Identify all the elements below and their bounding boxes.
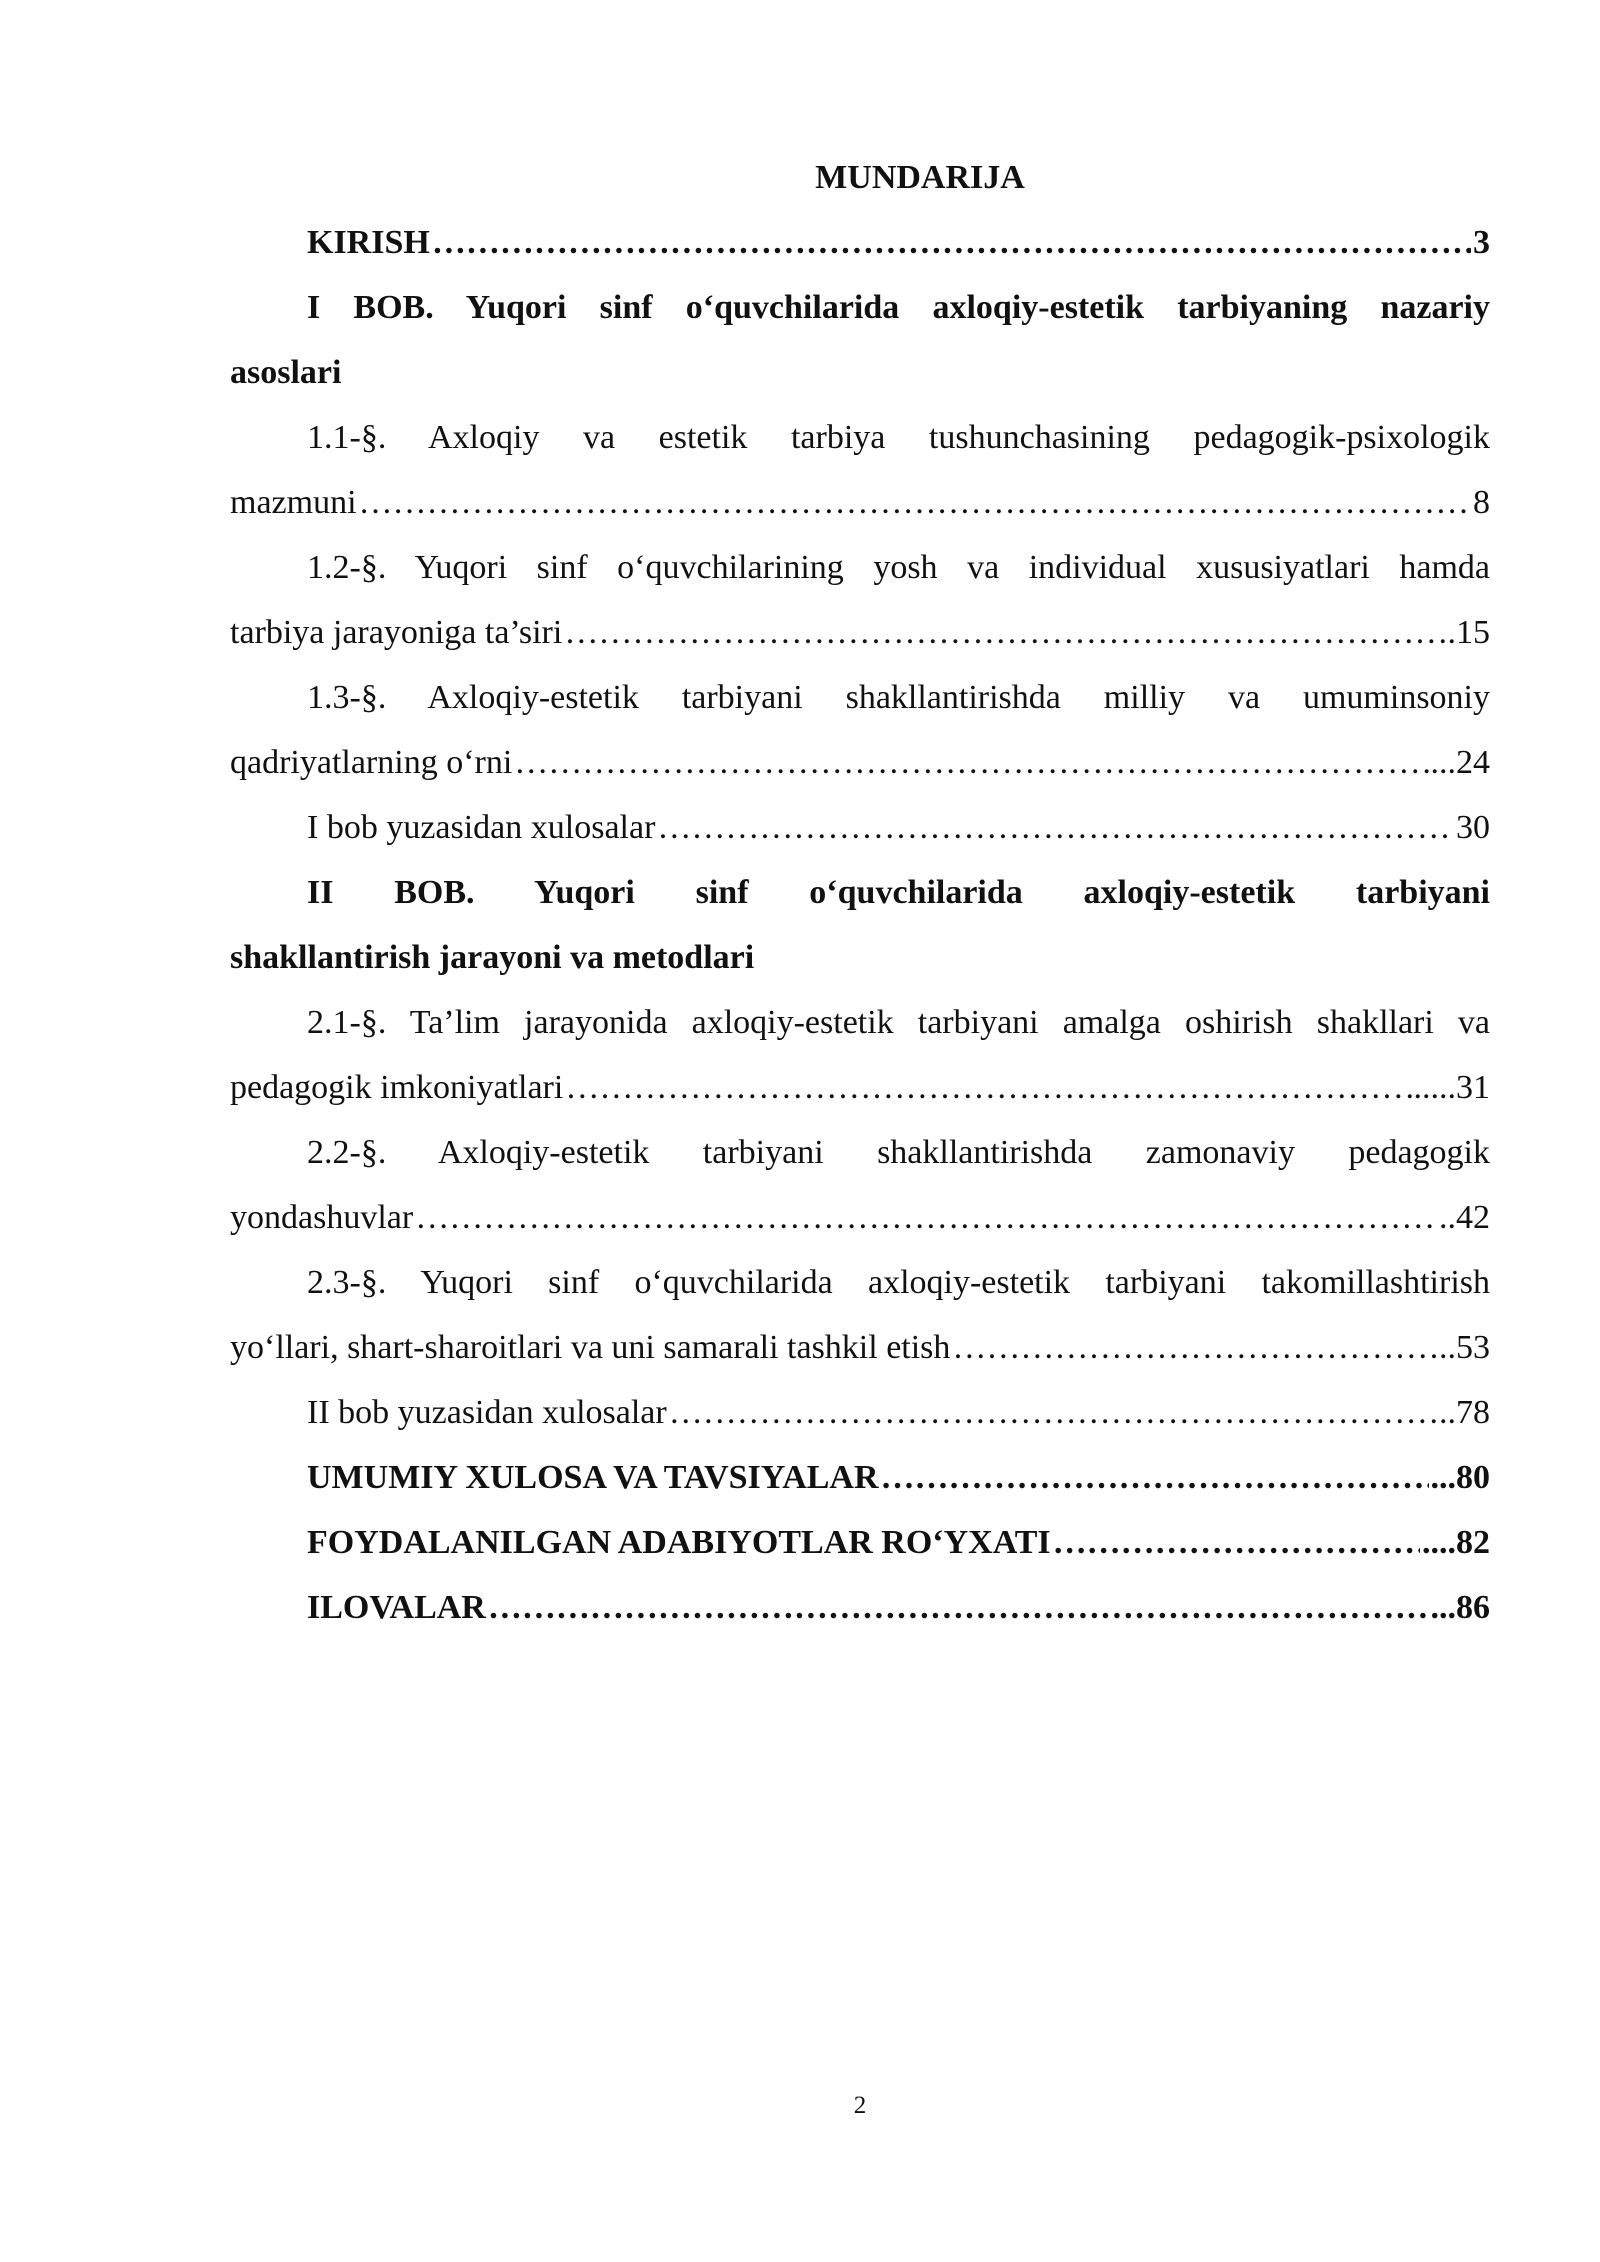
toc-entry-1-2 [230,535,1490,665]
toc-entry-label: 1.2-§. Yuqori sinf o‘quvchilarining yosh va individual xususiyatlari hamda [307,549,1490,586]
toc-entry-label-cont: pedagogik imkoniyatlari [230,1069,564,1106]
toc-title: MUNDARIJA [815,159,1025,196]
toc-page-number: ..42 [1439,1199,1490,1236]
toc-entry-label: 1.3-§. Axloqiy-estetik tarbiyani shakllantirishda milliy va umuminsoniy [307,679,1490,716]
page-number: 2 [853,2092,867,2119]
dot-leader [359,470,1471,535]
toc-entry-conclusion-1 [230,795,1490,860]
toc-entry-label: 1.1-§. Axloqiy va estetik tarbiya tushunchasining pedagogik-psixologik [307,419,1490,456]
toc-entry-label-cont: shakllantirish jarayoni va metodlari [230,939,755,976]
dot-leader [669,1380,1437,1445]
toc-entry-appendix [230,1575,1490,1640]
toc-page-number: 30 [1456,809,1490,846]
toc-entry-chapter-1 [230,275,1490,405]
toc-entry-label: FOYDALANILGAN ADABIYOTLAR RO‘YXATI [307,1524,1051,1561]
toc-entry-2-3 [230,1250,1490,1380]
toc-entry-label-cont: yondashuvlar [230,1199,414,1236]
toc-entry-label: UMUMIY XULOSA VA TAVSIYALAR [307,1459,879,1496]
toc-entry-label-cont: asoslari [230,354,342,391]
toc-entry-label: II bob yuzasidan xulosalar [307,1394,667,1431]
dot-leader [488,1575,1429,1640]
dot-leader [1053,1510,1420,1575]
toc-page-number: 8 [1473,484,1490,521]
toc-page-number: ...24 [1430,744,1490,781]
table-of-contents [230,145,1490,1640]
dot-leader [564,600,1445,665]
toc-entry-label: KIRISH [307,224,430,261]
toc-entry-label: 2.3-§. Yuqori sinf o‘quvchilarida axloqiy-estetik tarbiyani takomillashtirish [307,1264,1490,1301]
dot-leader [881,1445,1429,1510]
toc-entry-references [230,1510,1490,1575]
toc-entry-label: II BOB. Yuqori sinf o‘quvchilarida axloqiy-estetik tarbiyani [307,874,1490,911]
toc-page-number: ...86 [1430,1589,1490,1626]
toc-page-number: .....31 [1413,1069,1490,1106]
toc-page-number: ....82 [1422,1524,1490,1561]
toc-page-number: ...80 [1430,1459,1490,1496]
toc-entry-conclusion-2 [230,1380,1490,1445]
dot-leader [952,1315,1437,1380]
toc-entry-general-conclusion [230,1445,1490,1510]
toc-entry-label-cont: mazmuni [230,484,357,521]
toc-entry-label-cont: yo‘llari, shart-sharoitlari va uni samarali tashkil etish [230,1329,951,1366]
dot-leader [565,1055,1411,1120]
toc-entry-chapter-2 [230,860,1490,990]
toc-page-number: ..53 [1439,1329,1490,1366]
toc-entry-label: 2.1-§. Ta’lim jarayonida axloqiy-estetik tarbiyani amalga oshirish shakllari va [307,1004,1490,1041]
toc-page-number: .15 [1447,614,1490,651]
toc-entry-2-1 [230,990,1490,1120]
toc-page-number: ..78 [1439,1394,1490,1431]
toc-entry-2-2 [230,1120,1490,1250]
toc-entry-1-1 [230,405,1490,535]
dot-leader [432,210,1471,275]
dot-leader [657,795,1454,860]
toc-entry-kirish [230,210,1490,275]
toc-entry-1-3 [230,665,1490,795]
toc-page-number: 3 [1473,224,1490,261]
dot-leader [415,1185,1437,1250]
toc-entry-label: 2.2-§. Axloqiy-estetik tarbiyani shakllantirishda zamonaviy pedagogik [307,1134,1490,1171]
toc-entry-label: ILOVALAR [307,1589,486,1626]
toc-entry-label-cont: tarbiya jarayoniga ta’siri [230,614,563,651]
toc-entry-label-cont: qadriyatlarning o‘rni [230,744,513,781]
toc-entry-label: I bob yuzasidan xulosalar [307,809,656,846]
toc-entry-label: I BOB. Yuqori sinf o‘quvchilarida axloqiy-estetik tarbiyaning nazariy [307,289,1490,326]
dot-leader [514,730,1428,795]
